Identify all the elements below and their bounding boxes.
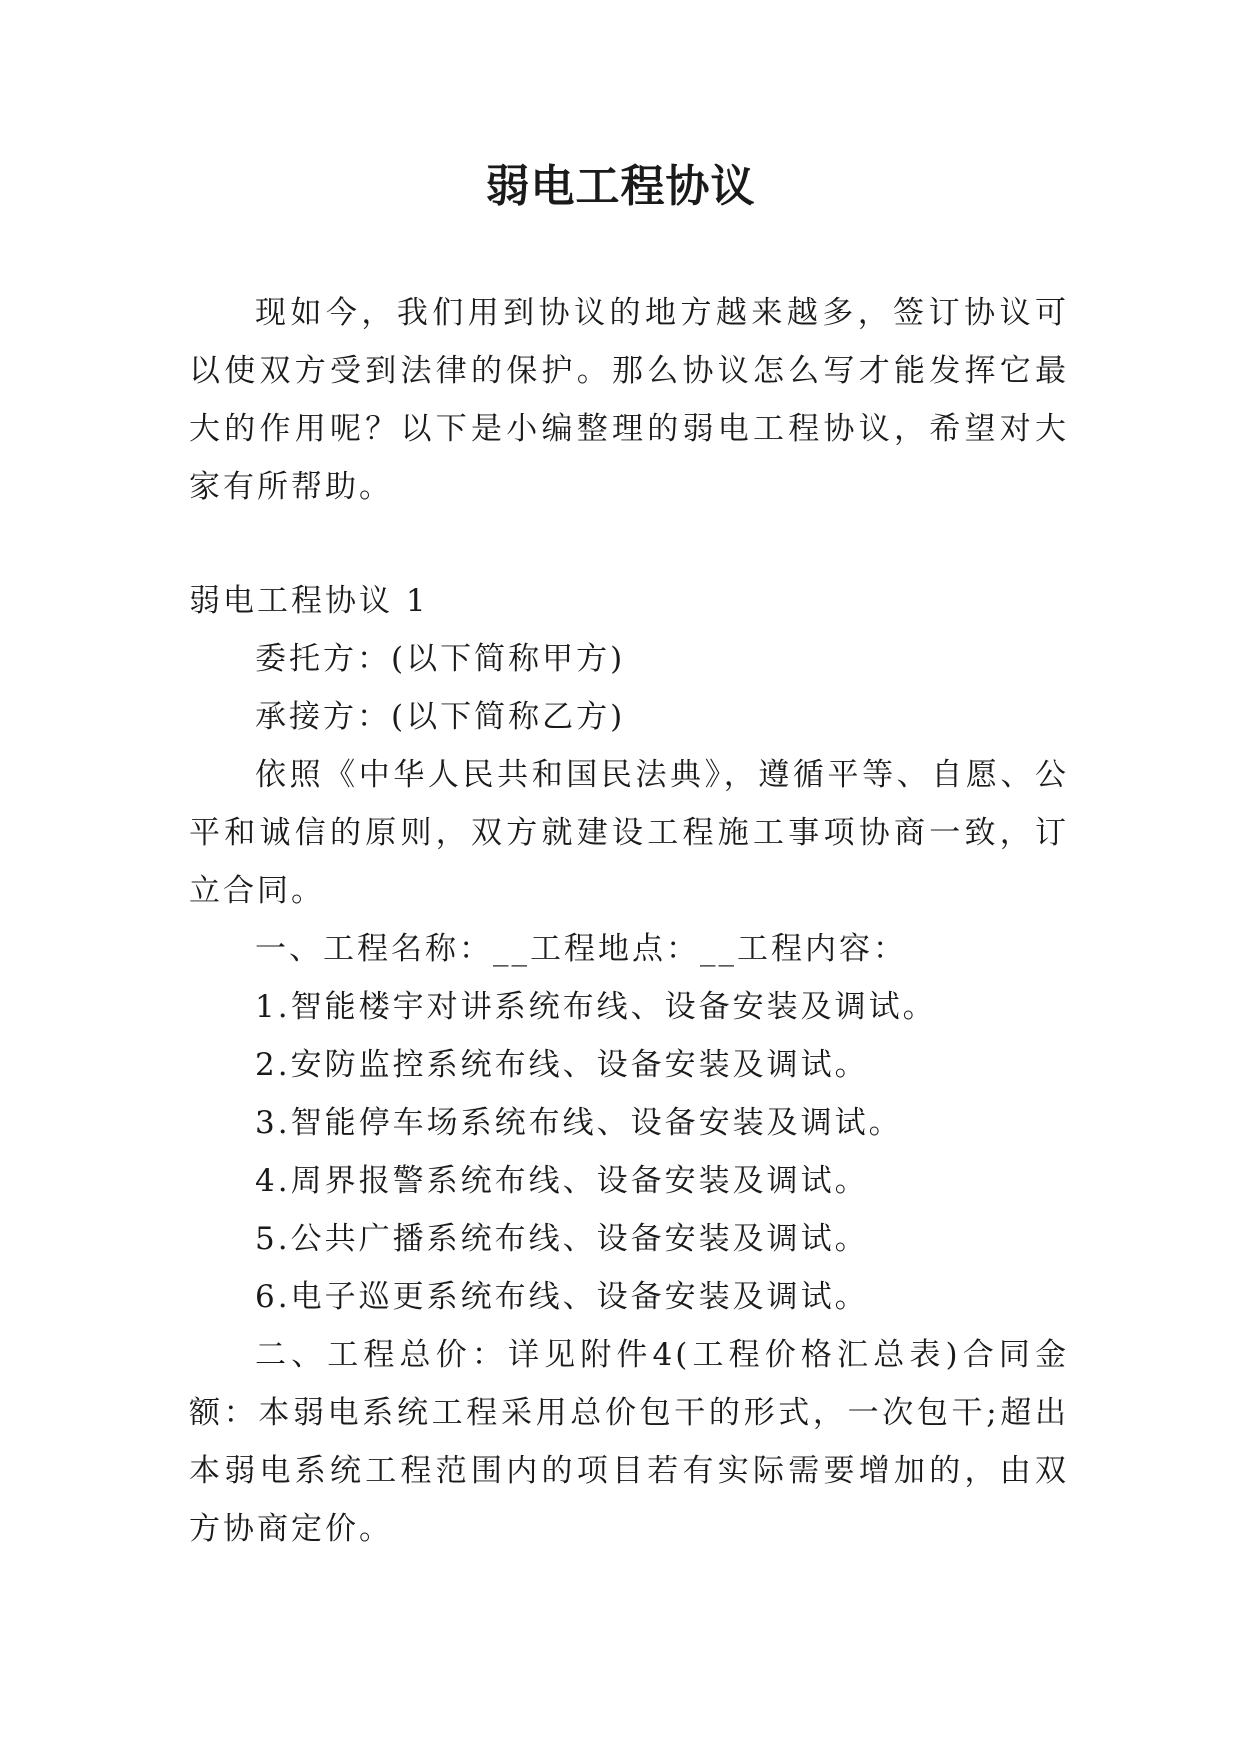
list-item: 1.智能楼宇对讲系统布线、设备安装及调试。 (255, 989, 937, 1025)
basis-paragraph: 依照《中华人民共和国民法典》，遵循平等、自愿、公平和诚信的原则，双方就建设工程施工事项协商一致，订立合同。 (189, 757, 1069, 909)
list-item: 5.公共广播系统布线、设备安装及调试。 (255, 1221, 869, 1257)
paragraph-gap (189, 516, 1069, 572)
list-item: 4.周界报警系统布线、设备安装及调试。 (255, 1163, 869, 1199)
party-a-line: 委托方：(以下简称甲方) (255, 641, 626, 677)
document-body (189, 284, 1069, 1558)
party-b-line: 承接方：(以下简称乙方) (255, 699, 626, 735)
intro-paragraph: 现如今，我们用到协议的地方越来越多，签订协议可以使双方受到法律的保护。那么协议怎么写才能发挥它最大的作用呢？以下是小编整理的弱电工程协议，希望对大家有所帮助。 (189, 295, 1069, 505)
clause-1-heading: 一、工程名称：__工程地点：__工程内容： (255, 931, 907, 967)
section-heading: 弱电工程协议 1 (189, 583, 429, 619)
clause-2-paragraph: 二、工程总价：详见附件4(工程价格汇总表)合同金额：本弱电系统工程采用总价包干的形式，一次包干;超出本弱电系统工程范围内的项目若有实际需要增加的，由双方协商定价。 (189, 1337, 1069, 1547)
document-title: 弱电工程协议 (485, 161, 756, 212)
list-item: 3.智能停车场系统布线、设备安装及调试。 (255, 1105, 903, 1141)
list-item: 2.安防监控系统布线、设备安装及调试。 (255, 1047, 869, 1083)
list-item: 6.电子巡更系统布线、设备安装及调试。 (255, 1279, 869, 1315)
